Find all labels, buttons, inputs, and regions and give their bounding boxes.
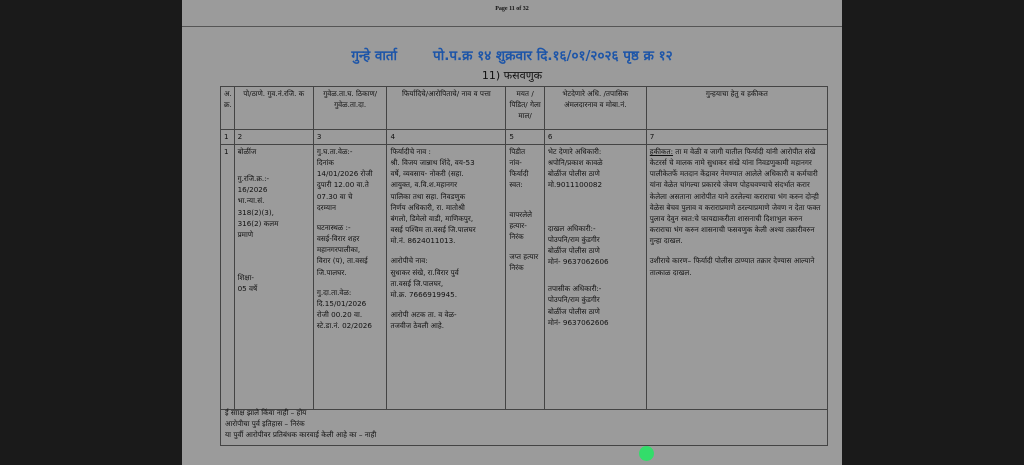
accused-line: ता.वसई जि.पालघर,	[390, 278, 444, 288]
serial-number: 1	[224, 147, 229, 156]
occurred-line: 07.30 वा चे	[316, 191, 353, 201]
header-cell: फिर्यादिचे/आरोपिताचे/ नाव व पत्ता	[387, 87, 506, 130]
table-header-row	[221, 87, 828, 130]
crime-no-line: गु.रजि.क्र.:-	[237, 174, 270, 184]
occurred-line: दरम्यान	[316, 202, 336, 212]
crime-no-line: 16/2026	[237, 185, 268, 195]
footer-line: या पुर्वी आरोपीवर प्रतिबंधक कारवाई केली आहे का – नाही	[225, 429, 377, 439]
complainant-line: आयुक्त, व.वि.श.महानगर	[390, 180, 458, 190]
punishment-line: 05 वर्षे	[237, 284, 258, 294]
station-name: बोळींज	[237, 147, 257, 156]
column-number: 5	[506, 130, 545, 145]
victim-line: पिडीत	[509, 147, 526, 156]
header-cell: पो/ठाणे. गुव.नं.रजि. क	[234, 87, 313, 130]
investigating-officer-line: बोळींज पोलीस ठाणे	[547, 306, 600, 316]
top-divider	[182, 26, 842, 27]
filing-officer-line: मोनं- 9637062606	[547, 257, 609, 267]
visiting-officer-line: बोळींज पोलीस ठाणे	[547, 169, 600, 179]
place-line: विरार (प), ता.वसई	[316, 256, 368, 266]
column-number-row	[221, 130, 828, 145]
complainant-line: निर्णय अधिकारी, रा. मातोश्री	[390, 202, 465, 212]
header-cell: मयत /पिडित/ गेला माल/	[506, 87, 545, 130]
occurred-line: दुपारी 12.00 वा.ते	[316, 180, 369, 190]
arrest-line: तजवीज ठेवली आहे.	[390, 321, 444, 331]
seized-line: जप्त हत्यार	[509, 252, 539, 262]
filing-officer-line: पोउपनि/राम कुंडगीर	[547, 234, 600, 244]
place-line: जि.पालघर.	[316, 267, 347, 277]
accused-line: मो.क्र. 7666919945.	[390, 289, 458, 299]
victim-line: नांव-	[509, 158, 522, 168]
complainant-line: फिर्यादीचे नाव :	[390, 147, 431, 156]
registered-line: गु.दा.ता.वेळ:	[316, 287, 352, 297]
victim-cell	[506, 145, 545, 410]
complainant-line: बंगलो, डिमेलो वाडी, माणिकपुर,	[390, 213, 474, 223]
occurrence-cell	[313, 145, 387, 410]
footer-line: ई सााक्ष झाले किंवा नाही – होय	[225, 408, 307, 417]
occurred-line: 14/01/2026 रोजी	[316, 169, 373, 179]
column-number: 2	[234, 130, 313, 145]
place-line: महानगरपालीका,	[316, 245, 361, 255]
occurred-line: गु.घ.ता.वेळ:-	[316, 147, 353, 156]
delay-reason: उशीराचे कारण– फिर्यादी पोलीस ठाण्यात तक्रार देण्यास आल्याने तात्काळ दाखल.	[649, 256, 815, 277]
document-page	[182, 0, 842, 465]
investigating-officer-line: मोनं- 9637062606	[547, 317, 609, 327]
weapon-line: हत्यार-	[509, 220, 527, 230]
column-number: 1	[221, 130, 235, 145]
footer-line: आरोपीचा पुर्व इतिहास – निरंक	[225, 418, 305, 428]
crime-no-line: भा.न्या.सं.	[237, 196, 265, 206]
facts-label: हकीकत:	[649, 147, 674, 156]
occurred-line: दिनांक	[316, 158, 334, 168]
complainant-line: पालिका तथा सहा. निवडणुक	[390, 191, 466, 201]
header-cell: गुवेळ.ता.घ. ठिकाण/ गुवेळ.ता.दा.	[313, 87, 387, 130]
complainant-line: मो.नं. 8624011013.	[390, 236, 456, 246]
cursor-indicator	[639, 446, 654, 461]
facts-text	[650, 146, 824, 246]
place-line: घटनास्थळ :-	[316, 222, 351, 232]
registered-line: स्टे.डा.नं. 02/2026	[316, 321, 372, 331]
table-row	[221, 145, 828, 410]
bulletin-heading	[182, 46, 842, 64]
victim-line: स्वत:	[509, 180, 523, 190]
crime-no-line: प्रमाणे	[237, 229, 254, 239]
header-cell: भेटदेणारे अधि. /तपासिक अंमलदारनाव व मोबा.नं.	[544, 87, 646, 130]
facts-cell	[646, 145, 827, 410]
seized-line: निरंक	[509, 263, 524, 273]
accused-line: आरोपीचे नाव:	[390, 256, 428, 266]
weapon-line: वापरलेले	[509, 209, 532, 219]
column-number: 7	[646, 130, 827, 145]
page-number: Page 11 of 32	[495, 6, 529, 12]
investigating-officer-line: पोउपनि/राम कुंडगीर	[547, 295, 600, 305]
weapon-line: निरंक	[509, 231, 524, 241]
visiting-officer-line: मो.9011100082	[547, 180, 603, 190]
registered-line: दि.15/01/2026	[316, 298, 367, 308]
victim-line: फिर्यादी	[509, 169, 529, 179]
filing-officer-line: दाखल अधिकारी:-	[547, 223, 596, 233]
visiting-officer-line: श्रपोनि/प्रकाश कावळे	[547, 158, 603, 168]
facts-body: ता म वेळी व जागी यातील फिर्यादी यांनी आरोपीत संखे केटरर्स चे मालक नामे सुधाकर संखे यांना निवडणुकामी महानगर पालीकेतर्फे मतदान केंद्रावर नेमण्यात आलेले अधिकारी व कर्मचारी यांना वेळेत चांगल्या प्रकारचे जेवण पोहचवण्याचे संदर्भात करार केलेला असताना आरोपीत याने ठरलेल्या कराराचा भंग करुन दोन्ही वेळेस बेचव पुलाव व कराराप्रमाणे ठरल्याप्रमाणे जेवण न देता फक्त पुलाव देवुन स्वत:चे फायद्याकरीता शासनाची दिशाभुल करुन कराराचा भंग करुन शासनाची फसवणुक केली अश्या तक्रारीवरुन गुन्हा दाखल.	[649, 147, 821, 246]
station-cell	[234, 145, 313, 410]
crime-no-line: 316(2) कलम	[237, 218, 279, 228]
arrest-line: आरोपी अटक ता. व वेळ-	[390, 310, 457, 320]
crime-report-table	[220, 86, 828, 410]
complainant-line: श्री. विजय जान्नाथ शिंदे, वय-53	[390, 158, 475, 168]
column-number: 4	[387, 130, 506, 145]
registered-line: रोजी 00.20 वा.	[316, 310, 363, 320]
heading-issue: पो.प.क्र १४ शुक्रवार दि.१६/०१/२०२६ पृष्ठ क्र १२	[433, 48, 673, 64]
punishment-line: शिक्षा-	[237, 273, 254, 283]
header-cell: अ. क्र.	[221, 87, 235, 130]
officers-cell	[544, 145, 646, 410]
complainant-line: वसई पश्चिम ता.वसई जि.पालघर	[390, 225, 476, 235]
filing-officer-line: बोळींज पोलीस ठाणे	[547, 245, 600, 255]
accused-line: सुधाकर संखे, रा.विरार पुर्व	[390, 267, 459, 277]
visiting-officer-line: भेट देणारे अधिकारी:	[547, 147, 602, 156]
column-number: 6	[544, 130, 646, 145]
section-title: 11) फसवणुक	[481, 69, 543, 82]
complainant-line: वर्षे, व्यवसाय- नोकरी (सहा.	[390, 169, 464, 179]
investigating-officer-line: तपासीक अधिकारी:-	[547, 284, 602, 294]
parties-cell	[387, 145, 506, 410]
crime-no-line: 318(2)(3),	[237, 207, 274, 217]
place-line: वसई-विरार शहर	[316, 234, 360, 244]
column-number: 3	[313, 130, 387, 145]
header-cell: गुन्हयाचा हेतु व हकीकत	[646, 87, 827, 130]
report-footer	[220, 406, 828, 446]
heading-title: गुन्हे वार्ता	[351, 48, 398, 64]
serial-cell	[221, 145, 235, 410]
